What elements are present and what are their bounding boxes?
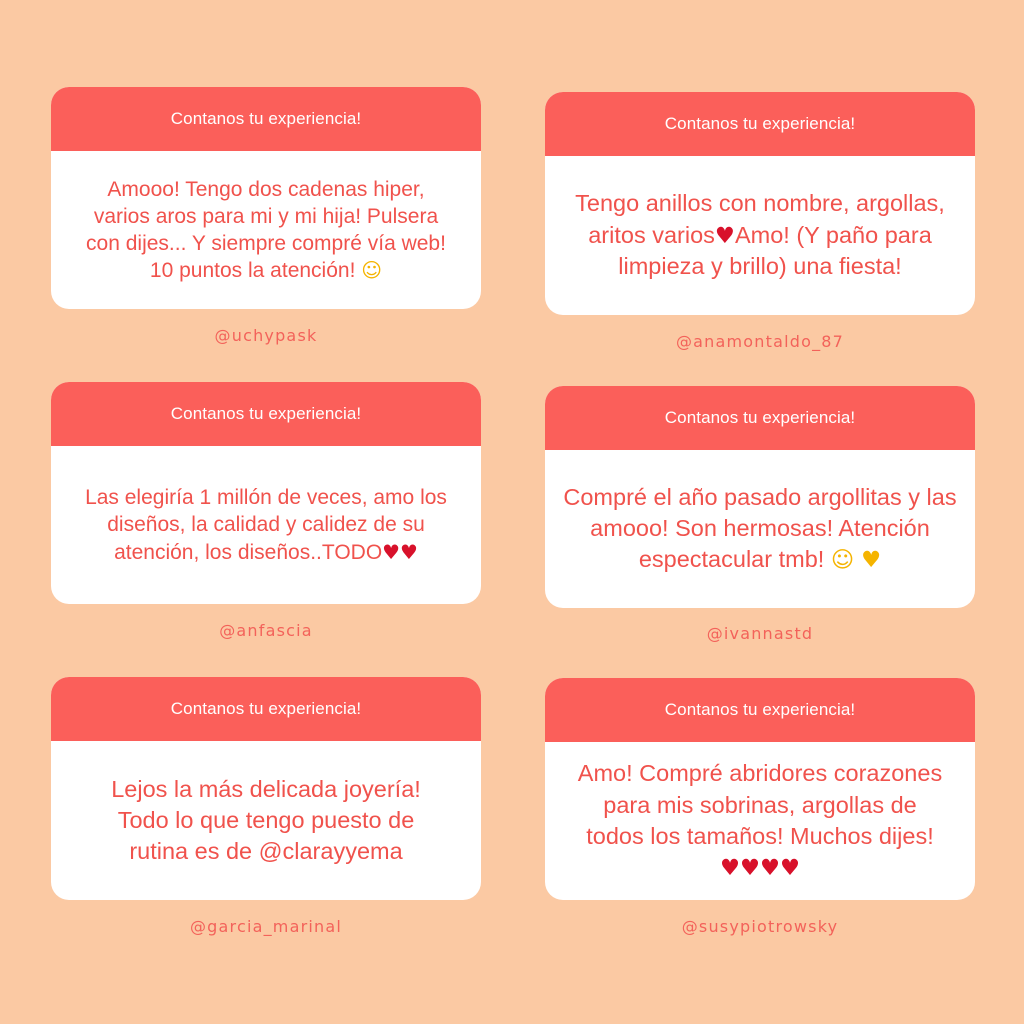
card-header: Contanos tu experiencia! <box>51 382 481 446</box>
hearts-icon: ♥♥ <box>382 539 418 564</box>
card-text <box>51 151 481 309</box>
testimonial-text: Compré el año pasado argollitas y las amooo! Son hermosas! Atención espectacular tmb! <box>563 483 957 573</box>
kissing-face-icon: ☺ ♥ <box>830 547 882 574</box>
card-text <box>51 446 481 604</box>
testimonial-text: Amo! Compré abridores corazones para mis sobrinas, argollas de todos los tamaños! Muchos dijes! <box>577 760 943 849</box>
card-header: Contanos tu experiencia! <box>51 677 481 741</box>
testimonial-card-6 <box>545 678 975 900</box>
card-text <box>545 742 975 900</box>
hearts-icon: ♥♥♥♥ <box>719 855 800 882</box>
author-handle: @susypiotrowsky <box>681 917 839 936</box>
testimonial-card-3 <box>51 382 481 604</box>
testimonial-text: Amooo! Tengo dos cadenas hiper, varios aros para mi y mi hija! Pulsera con dijes... Y siempre compré vía web! 10 puntos la atención! <box>86 177 446 283</box>
author-handle: @anfascia <box>219 621 313 640</box>
author-handle: @uchypask <box>214 326 318 345</box>
testimonial-card-2 <box>545 92 975 315</box>
card-header: Contanos tu experiencia! <box>545 678 975 742</box>
card-text <box>545 156 975 315</box>
author-handle: @ivannastd <box>706 624 814 643</box>
card-header: Contanos tu experiencia! <box>545 92 975 156</box>
author-handle: @anamontaldo_87 <box>675 332 845 351</box>
testimonial-card-5 <box>51 677 481 900</box>
testimonial-text-continued: Amo! (Y paño para limpieza y brillo) una fiesta! <box>618 221 932 280</box>
testimonial-text: Tengo anillos con nombre, argollas, aritos varios <box>575 190 945 248</box>
testimonial-card-4 <box>545 386 975 608</box>
card-text <box>51 741 481 900</box>
testimonial-text: Lejos la más delicada joyería! Todo lo que tengo puesto de rutina es de @clarayyema <box>111 775 421 865</box>
author-handle: @garcia_marinal <box>189 917 343 936</box>
testimonial-card-1 <box>51 87 481 309</box>
smiling-face-icon: ☺ <box>361 258 383 283</box>
heart-icon: ♥ <box>714 222 735 249</box>
card-text <box>545 450 975 608</box>
testimonial-text: Las elegiría 1 millón de veces, amo los diseños, la calidad y calidez de su atención, los diseños..TODO <box>85 486 447 564</box>
card-header: Contanos tu experiencia! <box>51 87 481 151</box>
card-header: Contanos tu experiencia! <box>545 386 975 450</box>
